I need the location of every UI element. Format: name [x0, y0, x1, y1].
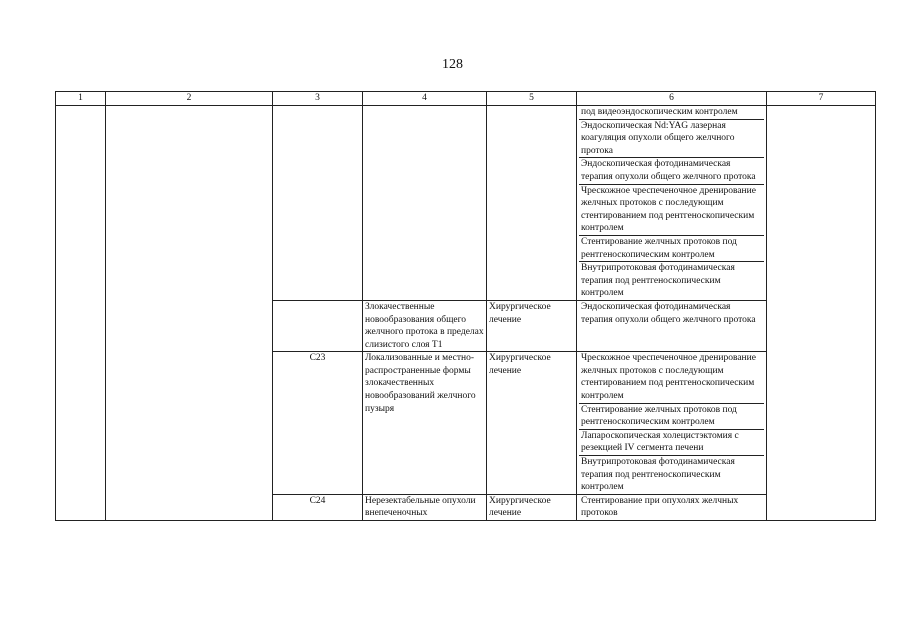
diagnosis-cell: Нерезектабельные опухоли внепеченочных: [363, 494, 487, 520]
header-row: [56, 92, 876, 106]
treatment-type-cell: Хирургическое лечение: [487, 494, 577, 520]
diagnosis-cell: [363, 106, 487, 301]
method-item: Стентирование при опухолях желчных протоков: [581, 495, 739, 519]
icd-code-cell: [273, 300, 363, 351]
method-item: Чрескожное чреспеченочное дренирование желчных протоков с последующим стентированием под рентгеноскопическим контролем: [579, 185, 764, 236]
col-header-3: 3: [273, 92, 363, 106]
method-item: Внутрипротоковая фотодинамическая терапия под рентгеноскопическим контролем: [581, 263, 735, 299]
column-1-cell: [56, 106, 106, 521]
icd-code-cell: [273, 106, 363, 301]
table-row: [56, 106, 876, 301]
col-header-1: 1: [56, 92, 106, 106]
icd-code-cell: C24: [273, 494, 363, 520]
methods-cell: [577, 106, 767, 301]
methods-cell: [577, 352, 767, 495]
method-item: Внутрипротоковая фотодинамическая терапия под рентгеноскопическим контролем: [581, 457, 735, 493]
page-number: 128: [442, 57, 463, 72]
method-item: Эндоскопическая фотодинамическая терапия опухоли общего желчного протока: [581, 301, 756, 325]
method-item: Стентирование желчных протоков под рентгеноскопическим контролем: [579, 404, 764, 430]
methods-cell: [577, 300, 767, 351]
col-header-2: 2: [106, 92, 273, 106]
method-item: Чрескожное чреспеченочное дренирование желчных протоков с последующим стентированием под рентгеноскопическим контролем: [579, 352, 764, 403]
diagnosis-cell: Локализованные и местно-распространенные формы злокачественных новообразований желчного пузыря: [363, 352, 487, 495]
treatment-type-cell: Хирургическое лечение: [487, 352, 577, 495]
col-header-7: 7: [767, 92, 876, 106]
method-item: Эндоскопическая Nd:YAG лазерная коагуляция опухоли общего желчного протока: [579, 120, 764, 159]
treatment-table: [55, 91, 876, 521]
method-item: Лапароскопическая холецистэктомия с резекцией IV сегмента печени: [579, 430, 764, 456]
method-item: Эндоскопическая фотодинамическая терапия опухоли общего желчного протока: [579, 158, 764, 184]
treatment-type-cell: [487, 106, 577, 301]
method-item: Стентирование желчных протоков под рентгеноскопическим контролем: [579, 236, 764, 262]
column-7-cell: [767, 106, 876, 521]
col-header-4: 4: [363, 92, 487, 106]
diagnosis-cell: Злокачественные новообразования общего желчного протока в пределах слизистого слоя T1: [363, 300, 487, 351]
methods-cell: [577, 494, 767, 520]
icd-code-cell: C23: [273, 352, 363, 495]
col-header-5: 5: [487, 92, 577, 106]
column-2-cell: [106, 106, 273, 521]
method-item: под видеоэндоскопическим контролем: [579, 106, 764, 120]
col-header-6: 6: [577, 92, 767, 106]
treatment-type-cell: Хирургическое лечение: [487, 300, 577, 351]
